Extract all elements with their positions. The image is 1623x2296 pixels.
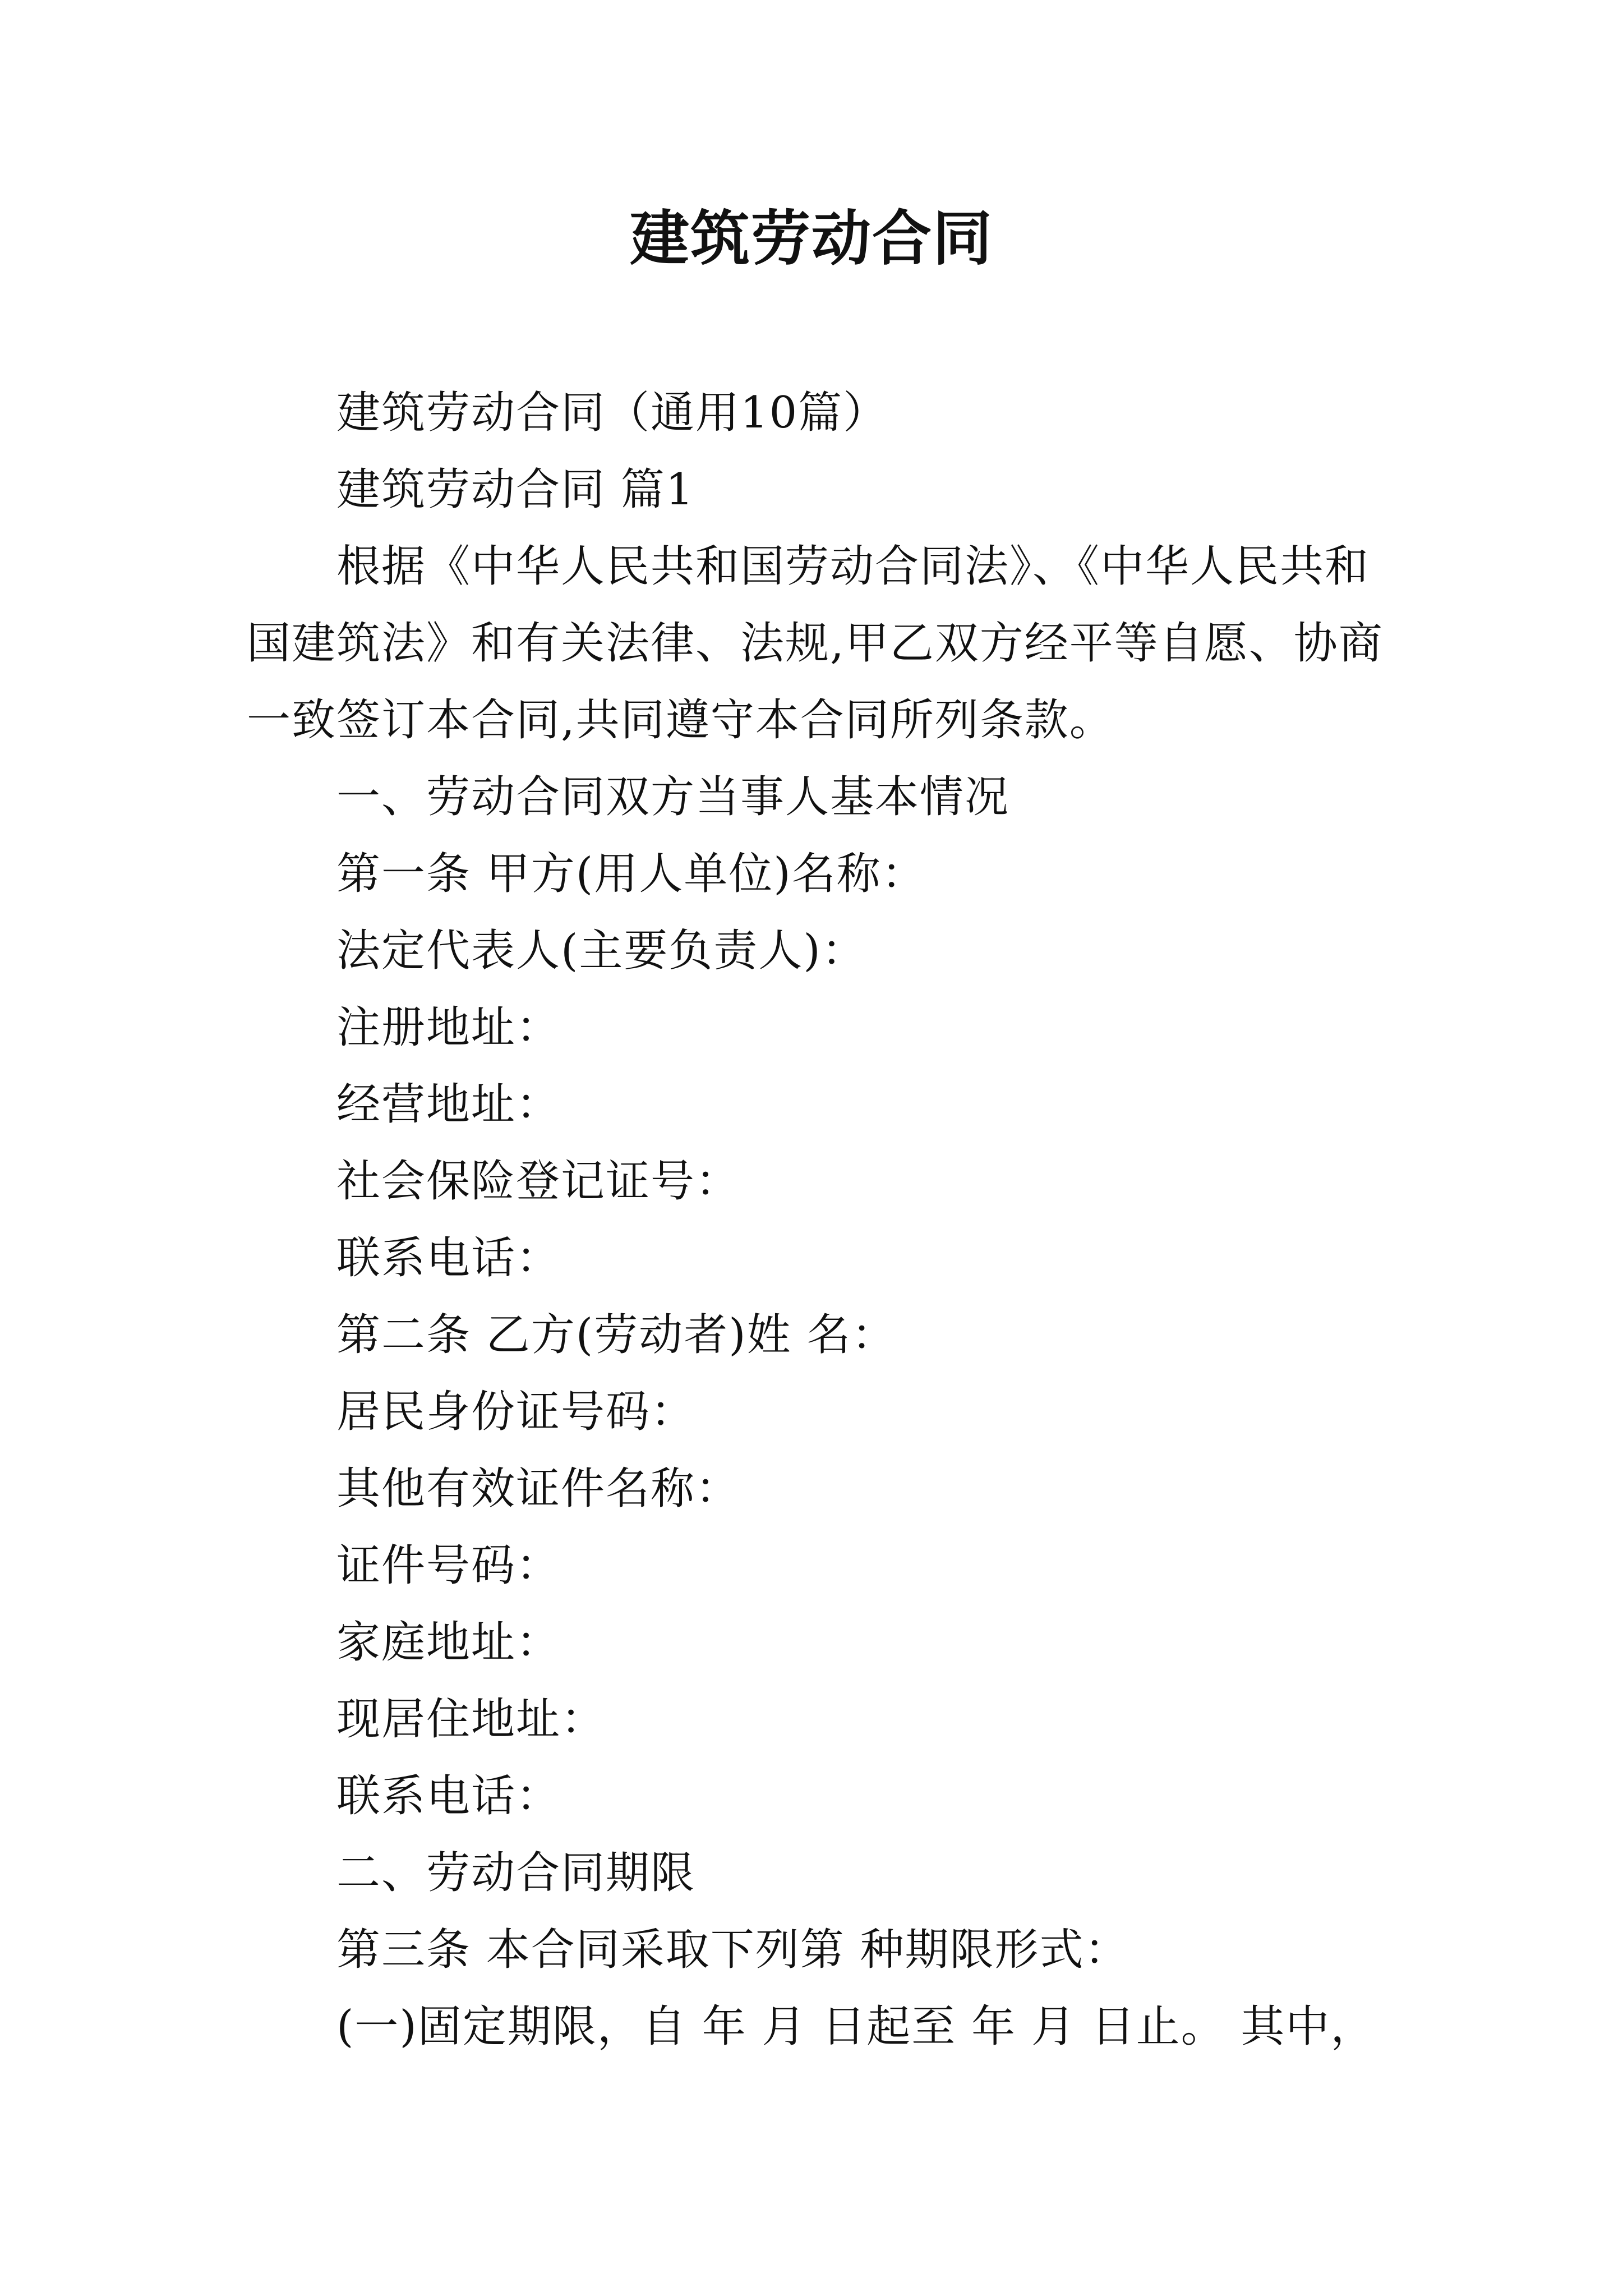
paragraph-home-address: 家庭地址： xyxy=(336,1617,561,1668)
paragraph-part-one-heading: 一、劳动合同双方当事人基本情况 xyxy=(336,772,1010,822)
paragraph-section-heading: 建筑劳动合同 篇1 xyxy=(336,464,695,515)
paragraph-social-insurance-number: 社会保险登记证号： xyxy=(336,1156,741,1207)
paragraph-article-1: 第一条 甲方(用人单位)名称： xyxy=(336,849,926,899)
paragraph-party-a-phone: 联系电话： xyxy=(336,1233,561,1283)
paragraph-party-b-phone: 联系电话： xyxy=(336,1771,561,1821)
paragraph-part-two-heading: 二、劳动合同期限 xyxy=(336,1848,696,1898)
paragraph-other-certificate-name: 其他有效证件名称： xyxy=(336,1464,741,1514)
document-body xyxy=(247,375,1391,2065)
paragraph-id-number: 居民身份证号码： xyxy=(336,1387,696,1437)
paragraph-business-address: 经营地址： xyxy=(336,1079,561,1130)
paragraph-fixed-term: (一)固定期限，自 年 月 日起至 年 月 日止。 其中， xyxy=(336,2001,1376,2052)
paragraph-preamble: 根据《中华人民共和国劳动合同法》、《中华人民共和国建筑法》和有关法律、法规,甲乙双方经平等自愿、协商一致签订本合同,共同遵守本合同所列条款。 xyxy=(247,541,1384,746)
paragraph-registered-address: 注册地址： xyxy=(336,1002,561,1053)
document-title: 建筑劳动合同 xyxy=(630,203,993,273)
paragraph-subtitle: 建筑劳动合同（通用10篇） xyxy=(336,388,888,438)
paragraph-current-address: 现居住地址： xyxy=(336,1694,606,1745)
paragraph-article-2: 第二条 乙方(劳动者)姓 名： xyxy=(336,1310,897,1360)
paragraph-legal-representative: 法定代表人(主要负责人)： xyxy=(336,926,866,976)
paragraph-article-3: 第三条 本合同采取下列第 种期限形式： xyxy=(336,1925,1129,1975)
paragraph-certificate-number: 证件号码： xyxy=(336,1540,561,1591)
